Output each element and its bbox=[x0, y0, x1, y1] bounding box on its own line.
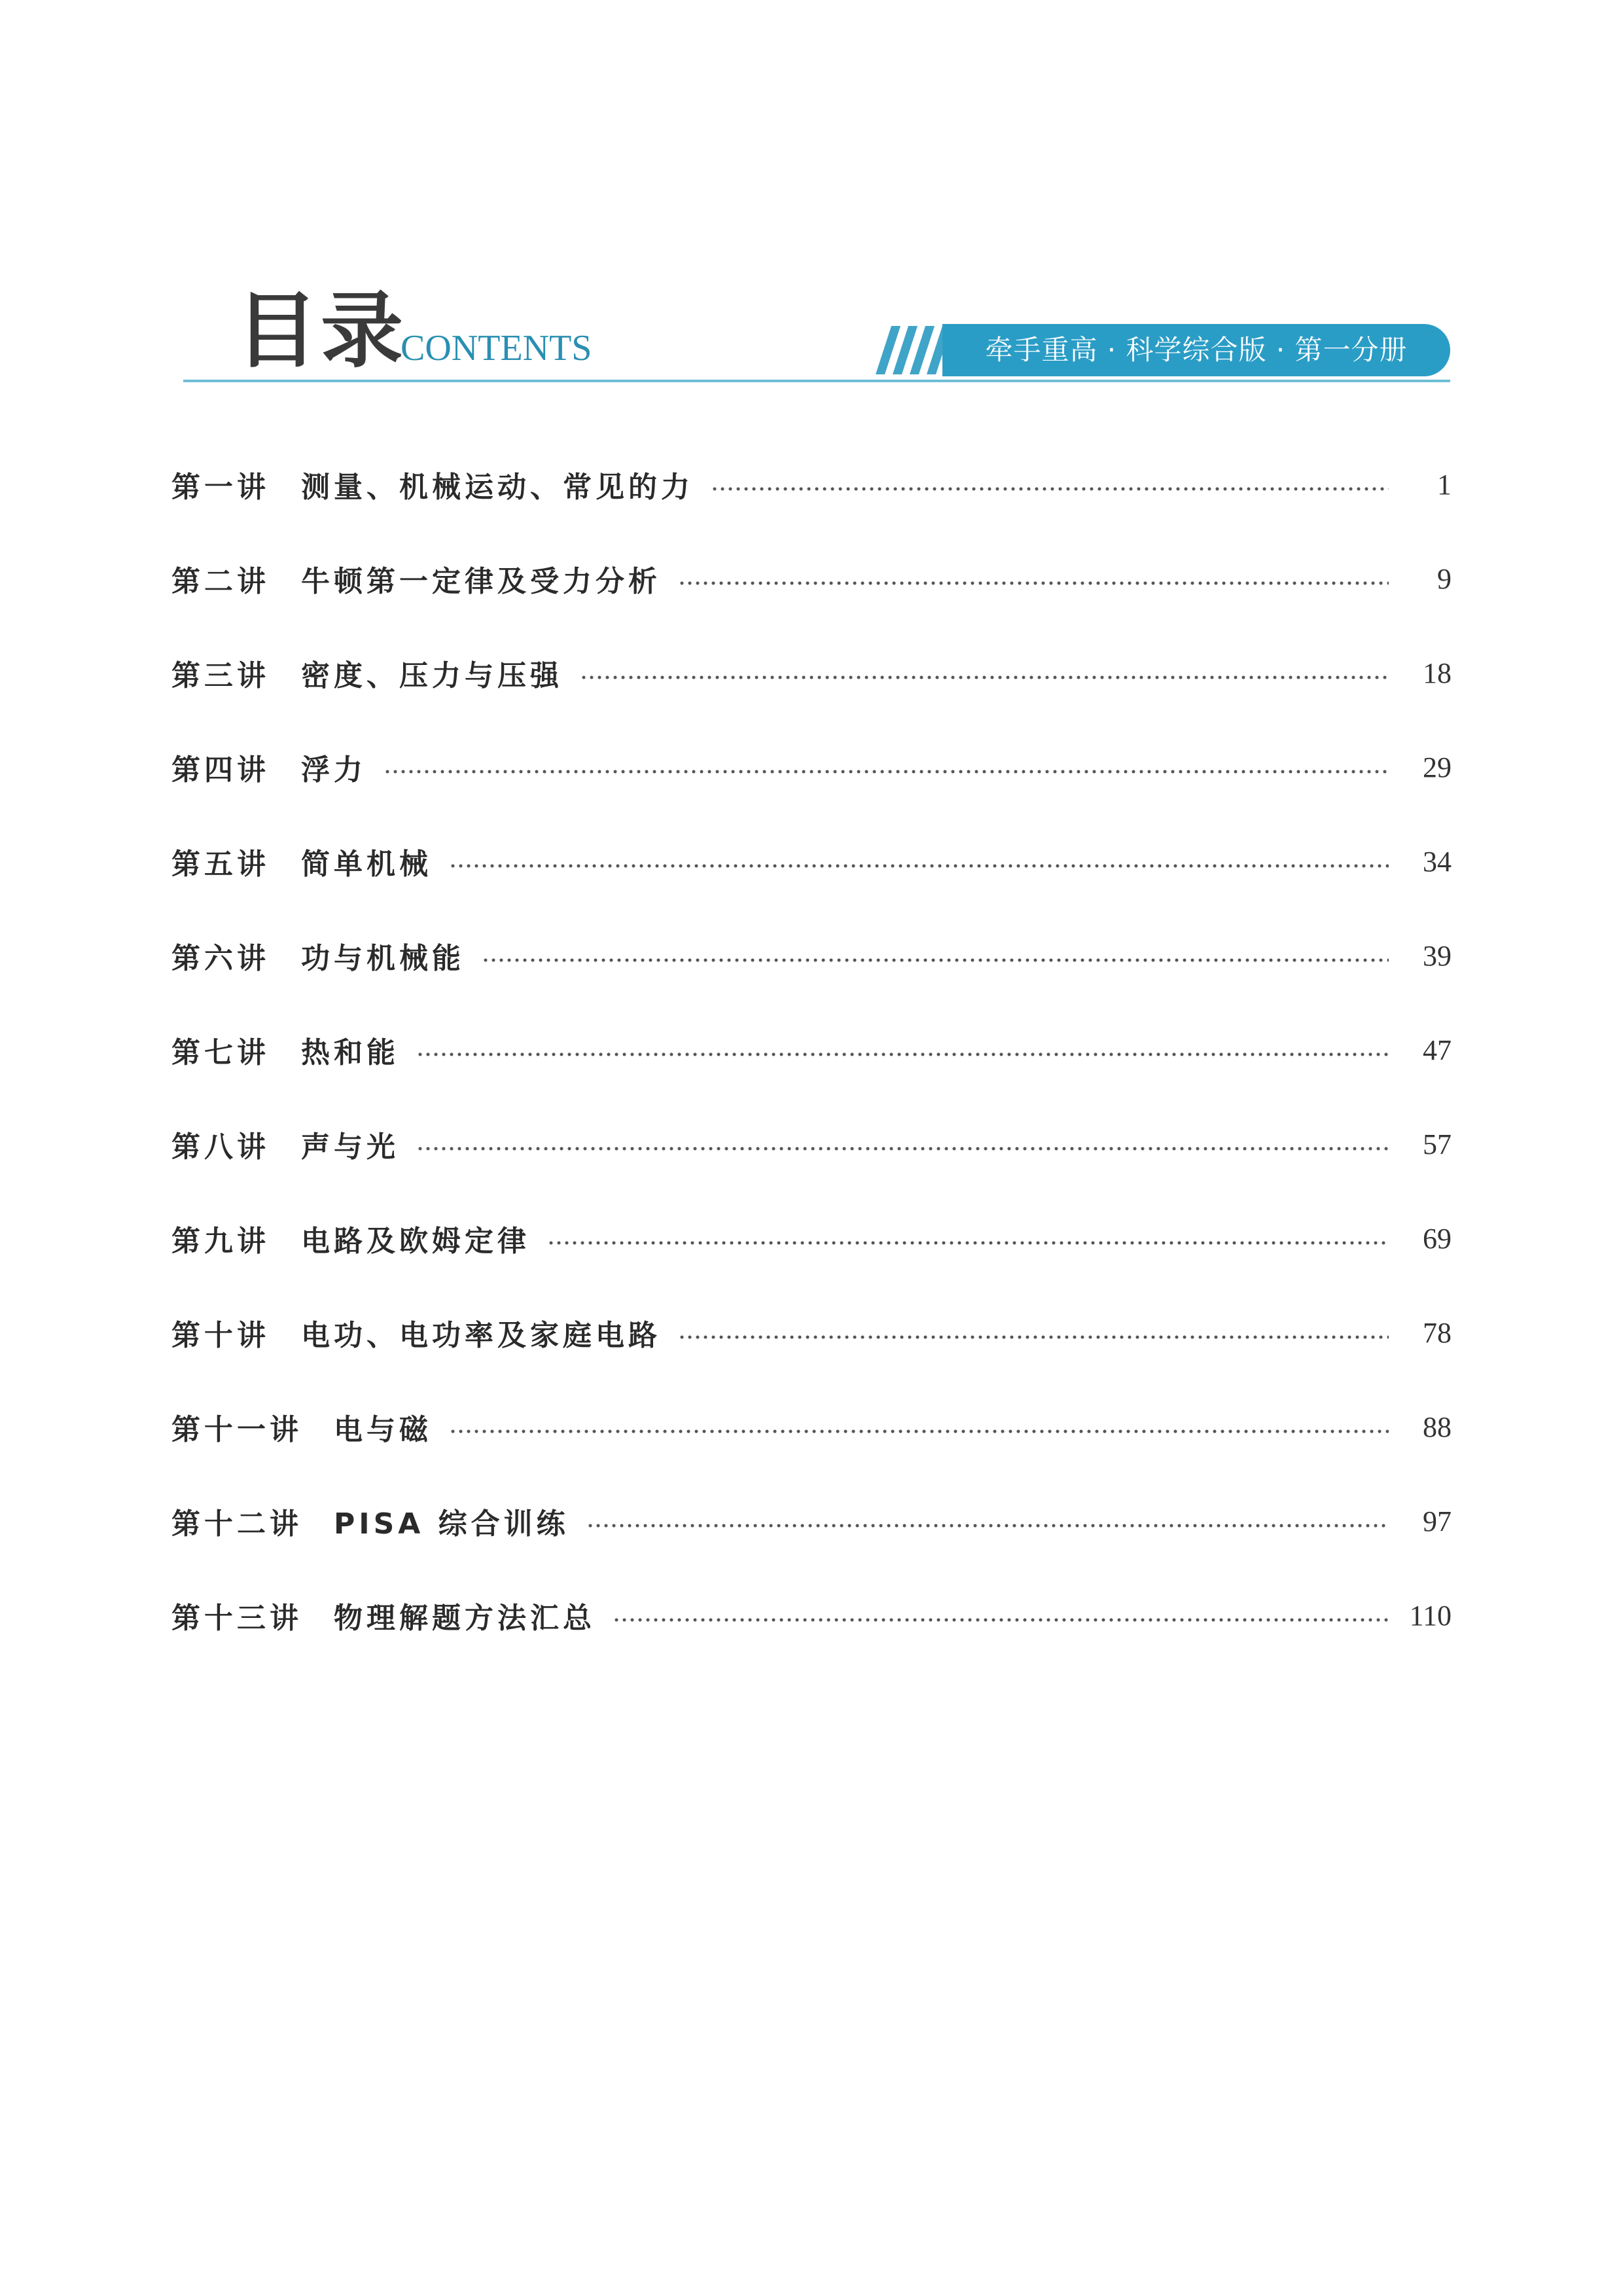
dot-leader bbox=[547, 1241, 1389, 1245]
dot-leader bbox=[383, 770, 1389, 774]
toc-entry[interactable] bbox=[171, 929, 1452, 982]
page-number: 69 bbox=[1423, 1222, 1452, 1255]
lecture-number: 第十讲 bbox=[171, 1319, 270, 1352]
toc-entry[interactable] bbox=[171, 1589, 1452, 1641]
page-number: 57 bbox=[1423, 1128, 1452, 1160]
dot-leader bbox=[613, 1618, 1389, 1622]
lecture-number: 第二讲 bbox=[171, 565, 270, 598]
lecture-title: 简单机械 bbox=[301, 848, 432, 881]
toc-entry[interactable] bbox=[171, 1118, 1452, 1170]
lecture-number: 第一讲 bbox=[171, 471, 270, 504]
toc-entry[interactable] bbox=[171, 741, 1452, 793]
header-divider bbox=[183, 380, 1450, 382]
toc-entry[interactable] bbox=[171, 1401, 1452, 1453]
dot-leader bbox=[482, 958, 1389, 962]
page-number: 9 bbox=[1437, 562, 1452, 595]
lecture-title: 声与光 bbox=[301, 1130, 399, 1164]
series-banner: 牵手重高 · 科学综合版 · 第一分册 bbox=[942, 324, 1450, 376]
dot-leader bbox=[449, 864, 1389, 868]
dot-leader bbox=[711, 487, 1389, 491]
toc-entry[interactable] bbox=[171, 1024, 1452, 1076]
dot-leader bbox=[678, 1335, 1389, 1339]
toc-entry[interactable] bbox=[171, 647, 1452, 699]
lecture-number: 第六讲 bbox=[171, 942, 270, 975]
toc-entry[interactable] bbox=[171, 552, 1452, 605]
lecture-title: 物理解题方法汇总 bbox=[334, 1602, 596, 1635]
page-number: 29 bbox=[1423, 751, 1452, 783]
dot-leader bbox=[580, 675, 1389, 679]
page-number: 97 bbox=[1423, 1505, 1452, 1537]
lecture-title: 测量、机械运动、常见的力 bbox=[301, 471, 694, 504]
page-number: 88 bbox=[1423, 1410, 1452, 1443]
page-title-english: CONTENTS bbox=[401, 328, 592, 368]
lecture-number: 第十三讲 bbox=[171, 1602, 302, 1635]
lecture-number: 第九讲 bbox=[171, 1225, 270, 1258]
lecture-number: 第三讲 bbox=[171, 659, 270, 692]
page-number: 18 bbox=[1423, 656, 1452, 689]
toc-entry[interactable] bbox=[171, 1306, 1452, 1359]
dot-leader bbox=[416, 1147, 1389, 1151]
lecture-title: 电与磁 bbox=[334, 1413, 432, 1446]
page-header bbox=[183, 275, 1453, 393]
lecture-number: 第十二讲 bbox=[171, 1507, 302, 1541]
page-title: 目录 bbox=[236, 282, 406, 379]
lecture-number: 第十一讲 bbox=[171, 1413, 302, 1446]
toc-entry[interactable] bbox=[171, 835, 1452, 888]
lecture-number: 第八讲 bbox=[171, 1130, 270, 1164]
lecture-title: 电路及欧姆定律 bbox=[301, 1225, 530, 1258]
lecture-title: 电功、电功率及家庭电路 bbox=[301, 1319, 661, 1352]
lecture-title: 热和能 bbox=[301, 1036, 399, 1069]
dot-leader bbox=[586, 1524, 1389, 1528]
lecture-title: 密度、压力与压强 bbox=[301, 659, 563, 692]
lecture-title: 功与机械能 bbox=[301, 942, 465, 975]
page-number: 110 bbox=[1409, 1599, 1452, 1632]
dot-leader bbox=[416, 1052, 1389, 1056]
lecture-title: 牛顿第一定律及受力分析 bbox=[301, 565, 661, 598]
lecture-title: 浮力 bbox=[301, 753, 366, 787]
toc-entry[interactable] bbox=[171, 1495, 1452, 1547]
dot-leader bbox=[678, 581, 1389, 585]
page-number: 47 bbox=[1423, 1033, 1452, 1066]
lecture-number: 第七讲 bbox=[171, 1036, 270, 1069]
page-number: 1 bbox=[1437, 468, 1452, 501]
lecture-number: 第四讲 bbox=[171, 753, 270, 787]
toc-entry[interactable] bbox=[171, 1212, 1452, 1265]
page-number: 34 bbox=[1423, 845, 1452, 878]
page-number: 78 bbox=[1423, 1316, 1452, 1349]
dot-leader bbox=[449, 1429, 1389, 1433]
toc-entry[interactable] bbox=[171, 458, 1452, 511]
lecture-number: 第五讲 bbox=[171, 848, 270, 881]
page-number: 39 bbox=[1423, 939, 1452, 972]
lecture-title: PISA 综合训练 bbox=[334, 1507, 569, 1541]
